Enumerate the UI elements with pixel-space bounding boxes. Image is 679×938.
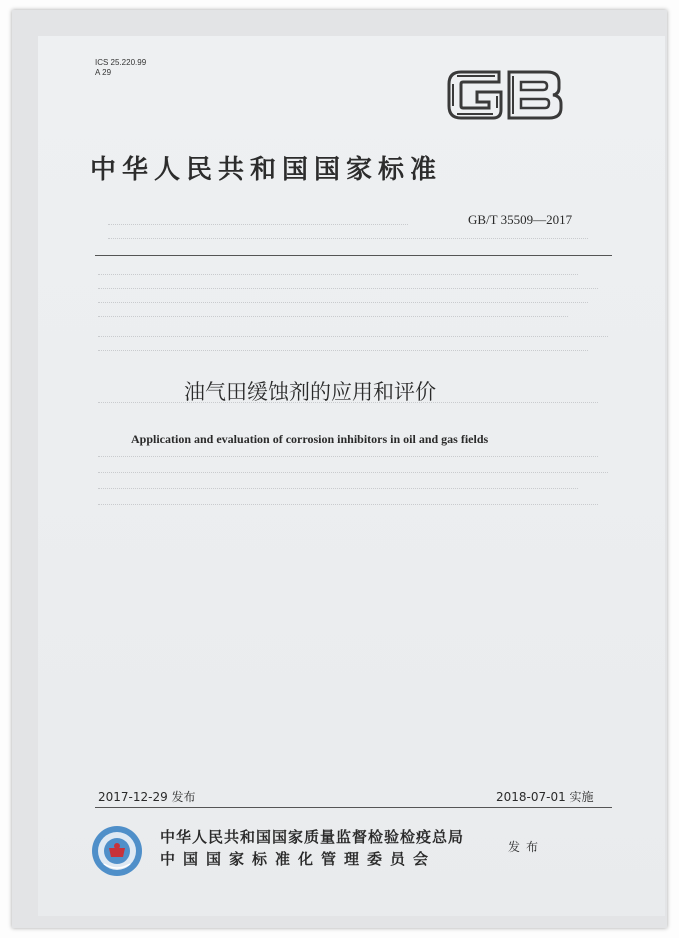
bleed-through-line	[98, 336, 608, 338]
bleed-through-line	[98, 302, 588, 304]
bleed-through-line	[98, 350, 588, 352]
document-title-cn: 油气田缓蚀剂的应用和评价	[184, 380, 436, 404]
bleed-through-line	[98, 472, 608, 474]
document-title-en: Application and evaluation of corrosion inhibitors in oil and gas fields	[131, 432, 489, 446]
bleed-through-line	[98, 504, 598, 506]
top-divider	[95, 255, 612, 256]
issuer-sac: 中国国家标准化管理委员会	[160, 850, 437, 868]
bleed-through-line	[98, 274, 578, 276]
classification-codes	[95, 58, 146, 78]
bleed-through-line	[98, 316, 568, 318]
issue-date: 2017-12-29 发布	[98, 790, 196, 804]
bleed-through-line	[108, 238, 588, 240]
standard-number: GB/T 35509—2017	[468, 212, 573, 227]
aqsiq-seal-icon	[90, 824, 144, 878]
implementation-date: 2018-07-01 实施	[496, 790, 594, 804]
bleed-through-line	[98, 456, 598, 458]
bottom-divider	[95, 807, 612, 808]
main-title: 中华人民共和国国家标准	[90, 155, 443, 185]
bleed-through-line	[98, 288, 598, 290]
ics-code: ICS 25.220.99	[95, 58, 147, 67]
standard-cover-page	[38, 36, 665, 916]
bleed-through-line	[98, 488, 578, 490]
issue-label: 发布	[508, 840, 545, 854]
ccs-code: A 29	[95, 68, 112, 77]
issuer-aqsiq: 中华人民共和国国家质量监督检验检疫总局	[160, 828, 465, 846]
photo-border	[12, 10, 667, 928]
bleed-through-line	[108, 224, 408, 226]
gb-logo-icon	[443, 62, 568, 126]
